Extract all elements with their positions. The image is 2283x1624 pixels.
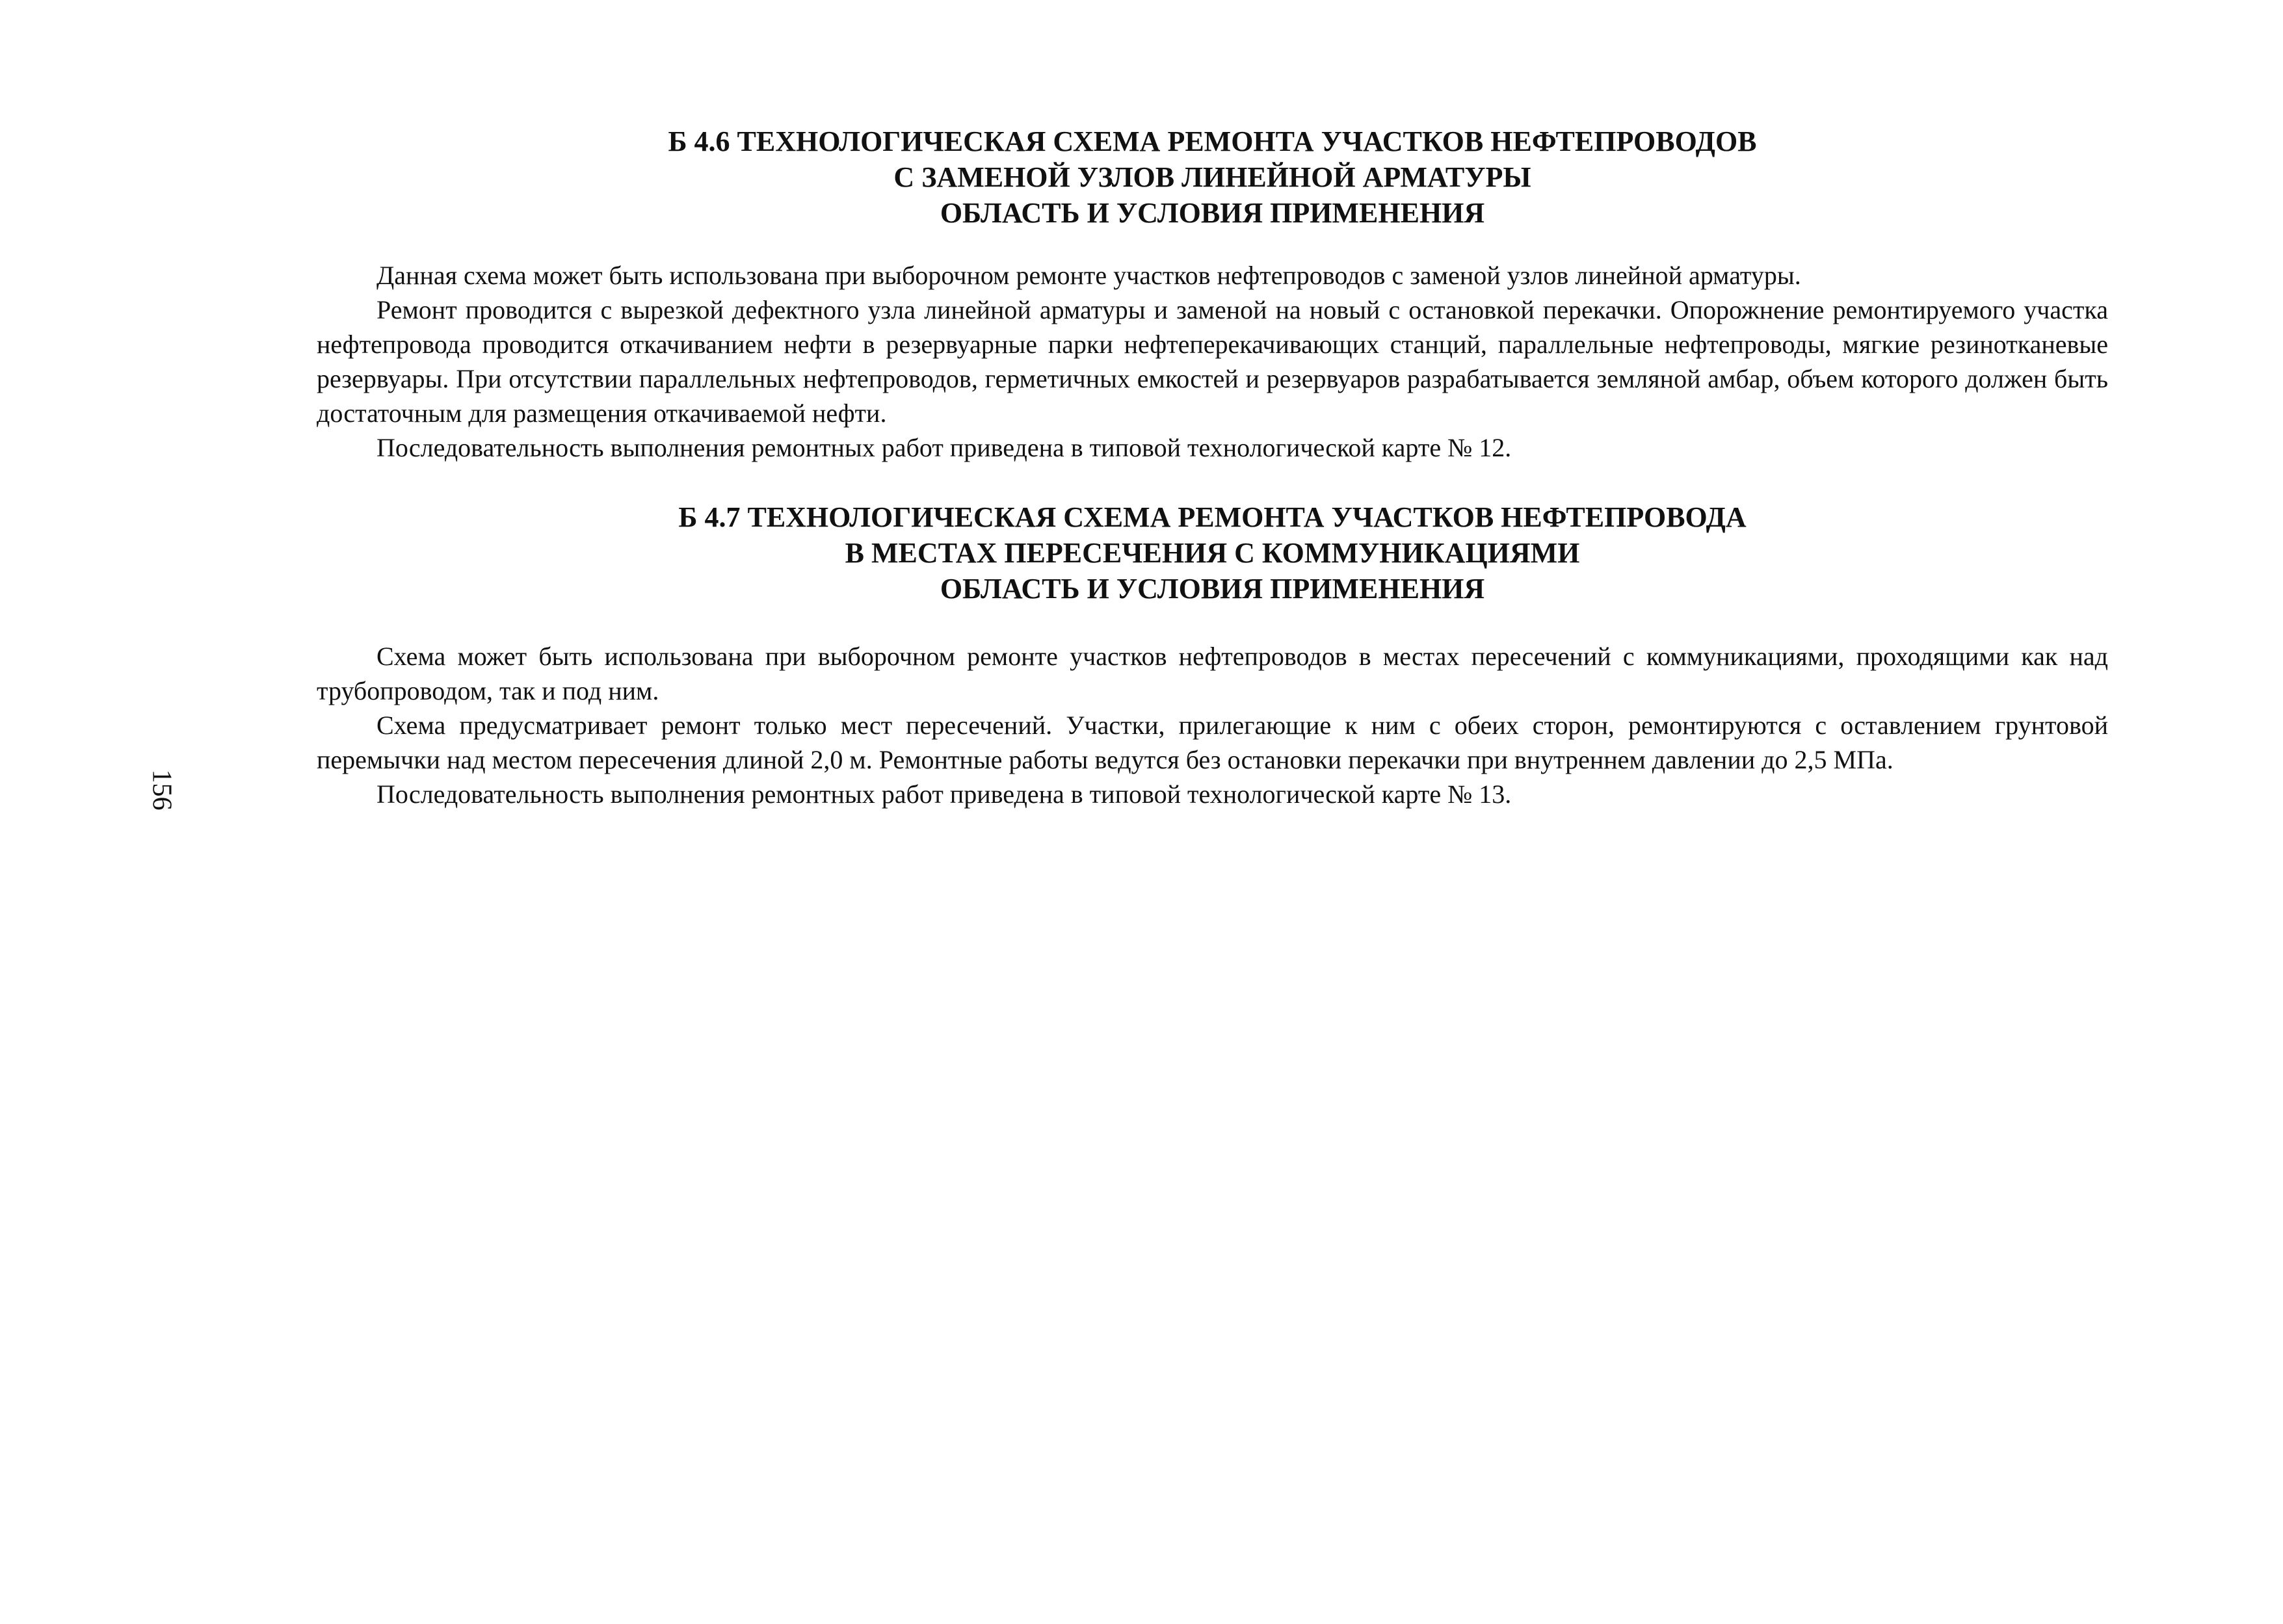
- heading-line: Б 4.6 ТЕХНОЛОГИЧЕСКАЯ СХЕМА РЕМОНТА УЧАСТКОВ НЕФТЕПРОВОДОВ: [668, 125, 1757, 157]
- section-heading: [317, 499, 2108, 607]
- section-b-4-6: [317, 124, 2108, 465]
- paragraph: Последовательность выполнения ремонтных работ приведена в типовой технологической карте № 12.: [376, 433, 1512, 462]
- page-number: [142, 770, 181, 809]
- paragraph: Схема может быть использована при выборочном ремонте участков нефтепроводов в местах пересечений с коммуникациями, проходящими как над трубопроводом, так и под ним.: [317, 642, 2108, 705]
- heading-line: ОБЛАСТЬ И УСЛОВИЯ ПРИМЕНЕНИЯ: [940, 197, 1485, 229]
- paragraph: Схема предусматривает ремонт только мест пересечений. Участки, прилегающие к ним с обеих сторон, ремонтируются с оставлением грунтовой перемычки над местом пересечения длиной 2,0 м. Ремонтные работы ведутся без остановки перекачки при внутреннем давлении до 2,5 МПа.: [317, 711, 2108, 774]
- heading-line: В МЕСТАХ ПЕРЕСЕЧЕНИЯ С КОММУНИКАЦИЯМИ: [845, 537, 1580, 569]
- section-paragraphs: [317, 639, 2108, 811]
- heading-line: ОБЛАСТЬ И УСЛОВИЯ ПРИМЕНЕНИЯ: [940, 573, 1485, 605]
- page-number-text: 156: [146, 769, 176, 811]
- section-paragraphs: [317, 258, 2108, 465]
- paragraph: Данная схема может быть использована при выборочном ремонте участков нефтепроводов с заменой узлов линейной арматуры.: [376, 261, 1801, 290]
- section-b-4-7: [317, 499, 2108, 811]
- paragraph: Ремонт проводится с вырезкой дефектного узла линейной арматуры и заменой на новый с остановкой перекачки. Опорожнение ремонтируемого участка нефтепровода проводится откачиванием нефти в резервуарные парки нефтеперекачивающих станций, параллельные нефтепроводы, мягкие резинотканевые резервуары. При отсутствии параллельных нефтепроводов, герметичных емкостей и резервуаров разрабатывается земляной амбар, объем которого должен быть достаточным для размещения откачиваемой нефти.: [317, 295, 2108, 428]
- document-body: [317, 124, 2108, 809]
- section-heading: [317, 124, 2108, 231]
- paragraph: Последовательность выполнения ремонтных работ приведена в типовой технологической карте № 13.: [376, 779, 1512, 809]
- heading-line: Б 4.7 ТЕХНОЛОГИЧЕСКАЯ СХЕМА РЕМОНТА УЧАСТКОВ НЕФТЕПРОВОДА: [678, 501, 1747, 533]
- heading-line: С ЗАМЕНОЙ УЗЛОВ ЛИНЕЙНОЙ АРМАТУРЫ: [893, 161, 1531, 193]
